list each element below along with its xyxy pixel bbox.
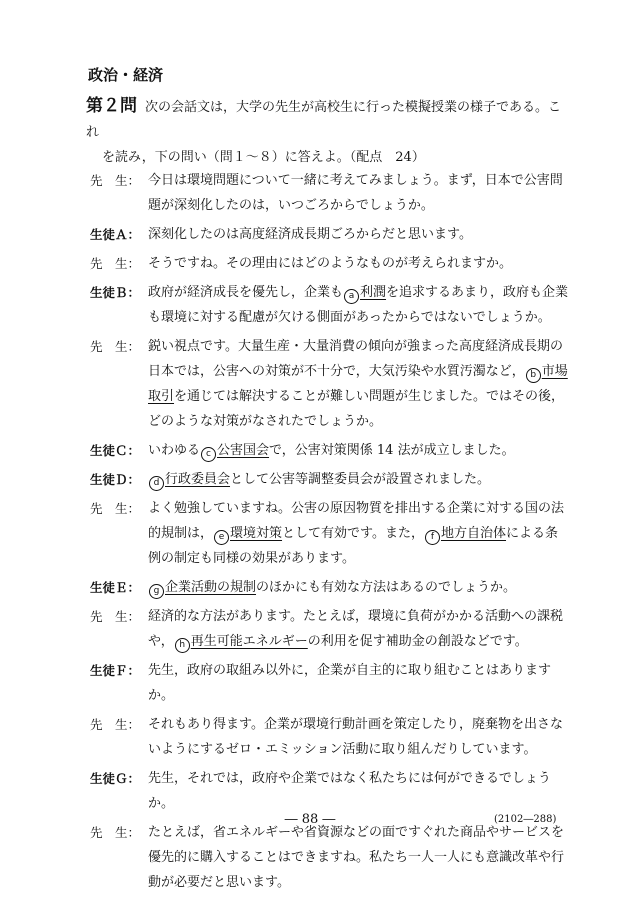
- utterance: [148, 712, 570, 762]
- circled-marker: f: [425, 530, 440, 545]
- question-intro-line2: を読み，下の問い（問１～８）に答えよ。（配点 24）: [102, 150, 425, 165]
- dialogue-line: [90, 575, 570, 600]
- circled-marker: h: [175, 638, 190, 653]
- utterance: [148, 222, 570, 247]
- utterance: [148, 604, 570, 654]
- dialogue-line: [90, 438, 570, 463]
- text-segment: を通じては解決することが難しい問題が生じました。ではその後，どのような対策がなされたでしょうか。: [148, 389, 565, 429]
- text-segment: の利用を促す補助金の創設などです。: [307, 634, 528, 649]
- text-segment: として公害等調整委員会が設置されました。: [230, 472, 491, 487]
- speaker-label: 先 生：: [90, 717, 141, 732]
- dialogue-line: [90, 168, 570, 218]
- speaker-label: 生徒Ｇ：: [90, 771, 141, 786]
- utterance: [148, 467, 570, 492]
- dialogue-line: [90, 766, 570, 816]
- page-number: ― 88 ―: [284, 812, 336, 827]
- speaker-label: 生徒Ｂ：: [90, 285, 141, 300]
- text-segment: そうですね。その理由にはどのようなものが考えられますか。: [148, 256, 513, 271]
- question-number: 第２問: [86, 96, 137, 116]
- underlined-term: 環境対策: [230, 526, 283, 541]
- speaker-label: 先 生：: [90, 339, 141, 354]
- exam-code: (2102―288): [494, 814, 557, 825]
- underlined-term: 利潤: [360, 285, 387, 300]
- utterance: [148, 496, 570, 571]
- utterance: [148, 251, 570, 276]
- dialogue-line: [90, 334, 570, 434]
- speaker-label: 生徒Ｆ：: [90, 663, 141, 678]
- utterance: [148, 820, 570, 895]
- speaker-label: 先 生：: [90, 825, 141, 840]
- circled-marker: d: [149, 476, 164, 491]
- speaker-label: 生徒Ｅ：: [90, 580, 141, 595]
- dialogue-line: [90, 222, 570, 247]
- dialogue-line: [90, 280, 570, 330]
- circled-marker: e: [214, 530, 229, 545]
- dialogue-line: [90, 712, 570, 762]
- text-segment: で，公害対策関係 14 法が成立しました。: [269, 443, 515, 458]
- speaker-label: 先 生：: [90, 609, 141, 624]
- text-segment: たとえば，省エネルギーや省資源などの面ですぐれた商品やサービスを優先的に購入することはできますね。私たち一人一人にも意識改革や行動が必要だと思います。: [148, 825, 565, 890]
- dialogue-line: [90, 820, 570, 895]
- text-segment: による条例の制定も同様の効果があります。: [148, 526, 559, 566]
- text-segment: 先生，政府の取組み以外に，企業が自主的に取り組むことはありますか。: [148, 663, 552, 703]
- text-segment: 深刻化したのは高度経済成長期ごろからだと思います。: [148, 227, 472, 242]
- text-segment: として有効です。また，: [282, 526, 424, 541]
- dialogue-line: [90, 251, 570, 276]
- text-segment: 経済的な方法があります。たとえば，環境に負荷がかかる活動への課税や，: [148, 609, 563, 649]
- question-intro-line1: 次の会話文は，大学の先生が高校生に行った模擬授業の様子である。これ: [86, 100, 562, 140]
- text-segment: 今日は環境問題について一緒に考えてみましょう。まず，日本で公害問題が深刻化したのは，いつごろからでしょうか。: [148, 173, 563, 213]
- utterance: [148, 766, 570, 816]
- text-segment: 先生，それでは，政府や企業ではなく私たちには何ができるでしょうか。: [148, 771, 551, 811]
- speaker-label: 先 生：: [90, 173, 141, 188]
- subject-title: 政治・経済: [88, 66, 164, 84]
- dialogue-line: [90, 467, 570, 492]
- utterance: [148, 280, 570, 330]
- text-segment: いわゆる: [148, 443, 201, 458]
- utterance: [148, 334, 570, 434]
- text-segment: 鋭い視点です。大量生産・大量消費の傾向が強まった高度経済成長期の日本では，公害への対策が不十分で，大気汚染や水質汚濁など，: [148, 339, 563, 379]
- underlined-term: 地方自治体: [441, 526, 507, 541]
- underlined-term: 再生可能エネルギー: [190, 634, 308, 649]
- underlined-term: 公害国会: [217, 443, 270, 458]
- speaker-label: 生徒Ｄ：: [90, 472, 141, 487]
- dialogue: [90, 168, 570, 899]
- utterance: [148, 658, 570, 708]
- text-segment: 政府が経済成長を優先し，企業も: [148, 285, 344, 300]
- circled-marker: a: [344, 289, 359, 304]
- dialogue-line: [90, 658, 570, 708]
- circled-marker: g: [149, 584, 164, 599]
- text-segment: それもあり得ます。企業が環境行動計画を策定したり，廃棄物を出さないようにするゼロ・エミッション活動に取り組んだりしています。: [148, 717, 563, 757]
- circled-marker: b: [526, 368, 541, 383]
- underlined-term: 企業活動の規制: [165, 580, 257, 595]
- utterance: [148, 438, 570, 463]
- speaker-label: 先 生：: [90, 501, 141, 516]
- speaker-label: 先 生：: [90, 256, 141, 271]
- dialogue-line: [90, 604, 570, 654]
- speaker-label: 生徒Ｃ：: [90, 443, 141, 458]
- utterance: [148, 575, 570, 600]
- utterance: [148, 168, 570, 218]
- text-segment: よく勉強していますね。公害の原因物質を排出する企業に対する国の法的規制は，: [148, 501, 565, 541]
- question-header: [86, 94, 566, 170]
- text-segment: のほかにも有効な方法はあるのでしょうか。: [256, 580, 517, 595]
- speaker-label: 生徒Ａ：: [90, 227, 141, 242]
- dialogue-line: [90, 496, 570, 571]
- underlined-term: 行政委員会: [165, 472, 231, 487]
- circled-marker: c: [201, 447, 216, 462]
- text-segment: を追求するあまり，政府も企業も環境に対する配慮が欠ける側面があったからではないでしょうか。: [148, 285, 569, 325]
- underlined-term: 市場取引: [148, 364, 568, 404]
